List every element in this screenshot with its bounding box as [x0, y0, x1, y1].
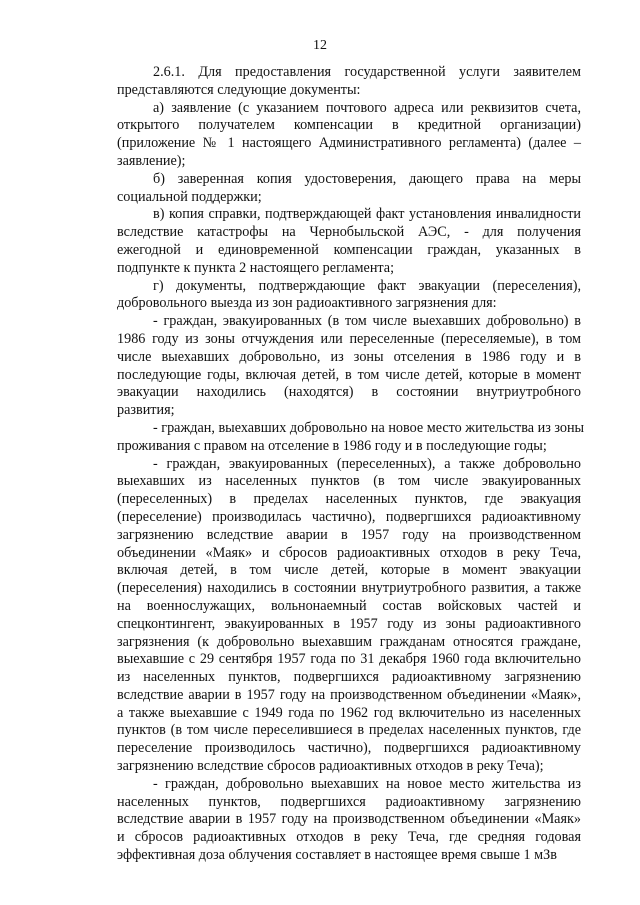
text-line: проживания с правом на отселение в 1986 году и в последующие годы;	[117, 437, 547, 454]
paragraph-p-v	[117, 206, 581, 277]
text-line: переселение производилось частично), подвергшихся радиоактивному	[117, 740, 581, 757]
text-line: представляются следующие документы:	[117, 81, 361, 98]
paragraph-p-a	[117, 100, 581, 171]
text-line: эвакуации находились (находятся) в состоянии внутриутробного	[117, 384, 581, 401]
text-line: объединении «Маяк» и сбросов радиоактивных отходов в реку Теча,	[117, 544, 581, 561]
text-line: добровольного выезда из зон радиоактивного загрязнения для:	[117, 295, 497, 312]
text-line: вследствие аварии в 1957 году на производственном объединении «Маяк»,	[117, 686, 581, 703]
text-line: г) документы, подтверждающие факт эвакуации (переселения),	[153, 277, 581, 294]
text-line: загрязнению вследствие сбросов радиоактивных отходов в реку Теча);	[117, 758, 544, 775]
text-line: 1986 году из зоны отчуждения или переселенные (переселяемые), в том	[117, 330, 581, 347]
text-line: вследствие аварии в 1957 году на производственном объединении «Маяк»	[117, 811, 581, 828]
text-line: выехавших из населенных пунктов (в том числе эвакуированных	[117, 473, 581, 490]
text-line: числе выехавших добровольно, из зоны отселения в 1986 году и в	[117, 348, 581, 365]
text-line: вследствие катастрофы на Чернобыльской АЭС, - для получения	[117, 224, 581, 241]
text-line: (переселения) находились в состоянии внутриутробного развития, а также	[117, 580, 581, 597]
paragraph-p-b	[117, 171, 581, 207]
text-line: подпункте к пункта 2 настоящего регламента;	[117, 259, 395, 276]
text-line: загрязнения (к добровольно выехавшим гражданам относятся граждане,	[117, 633, 581, 650]
text-line: открытого получателем компенсации в кредитной организации)	[117, 117, 581, 134]
paragraph-p-g	[117, 278, 581, 314]
page-number: 12	[313, 38, 327, 53]
text-line: населенных пунктов, подвергшихся радиоактивному загрязнению	[117, 793, 581, 810]
text-line: - граждан, эвакуированных (в том числе выехавших добровольно) в	[153, 313, 581, 330]
text-line: (переселенных) в пределах населенных пунктов, где эвакуация	[117, 491, 581, 508]
text-line: а также выехавшие с 1949 года по 1962 год включительно из населенных	[117, 704, 581, 721]
text-line: последующие годы, включая детей, в том числе детей, которые в момент	[117, 366, 581, 383]
document-body	[117, 64, 585, 865]
text-line: пунктов (в том числе переселившиеся в пределах населенных пунктов, где	[117, 722, 581, 739]
text-line: (переселение) производилась частично), подвергшихся радиоактивному	[117, 508, 581, 525]
text-line: в) копия справки, подтверждающей факт установления инвалидности	[153, 206, 581, 223]
text-line: а) заявление (с указанием почтового адреса или реквизитов счета,	[153, 99, 581, 116]
paragraph-p-2-6-1	[117, 64, 581, 100]
text-line: - граждан, добровольно выехавших на новое место жительства из	[153, 775, 581, 792]
text-line: выехавшие с 29 сентября 1957 года по 31 декабря 1960 года включительно	[117, 651, 581, 668]
text-line: развития;	[117, 402, 175, 419]
text-line: б) заверенная копия удостоверения, дающего права на меры	[153, 170, 581, 187]
text-line: эффективная доза облучения составляет в настоящее время свыше 1 мЗв	[117, 847, 557, 864]
text-line: (приложение № 1 настоящего Административного регламента) (далее –	[117, 135, 581, 152]
text-line: - граждан, выехавших добровольно на новое место жительства из зоны	[153, 419, 585, 436]
text-line: на военнослужащих, вольнонаемный состав войсковых частей и	[117, 597, 581, 614]
text-line: ежегодной и единовременной компенсации граждан, указанных в	[117, 241, 581, 258]
text-line: загрязнению вследствие аварии в 1957 году на производственном	[117, 526, 581, 543]
paragraph-p-g4	[117, 776, 581, 865]
text-line: социальной поддержки;	[117, 188, 262, 205]
text-line: спецконтингент, эвакуированных в 1957 году из зоны радиоактивного	[117, 615, 581, 632]
text-line: включая детей, в том числе детей, которые в момент эвакуации	[117, 562, 581, 579]
text-line: - граждан, эвакуированных (переселенных), а также добровольно	[153, 455, 581, 472]
text-line: из населенных пунктов, подвергшихся радиоактивному загрязнению	[117, 669, 581, 686]
text-line: заявление);	[117, 152, 186, 169]
text-line: и сбросов радиоактивных отходов в реку Теча, где средняя годовая	[117, 829, 581, 846]
paragraph-p-g1	[117, 313, 581, 420]
text-line: 2.6.1. Для предоставления государственной услуги заявителем	[153, 64, 581, 80]
paragraph-p-g2	[117, 419, 585, 456]
paragraph-p-g3	[117, 456, 581, 776]
